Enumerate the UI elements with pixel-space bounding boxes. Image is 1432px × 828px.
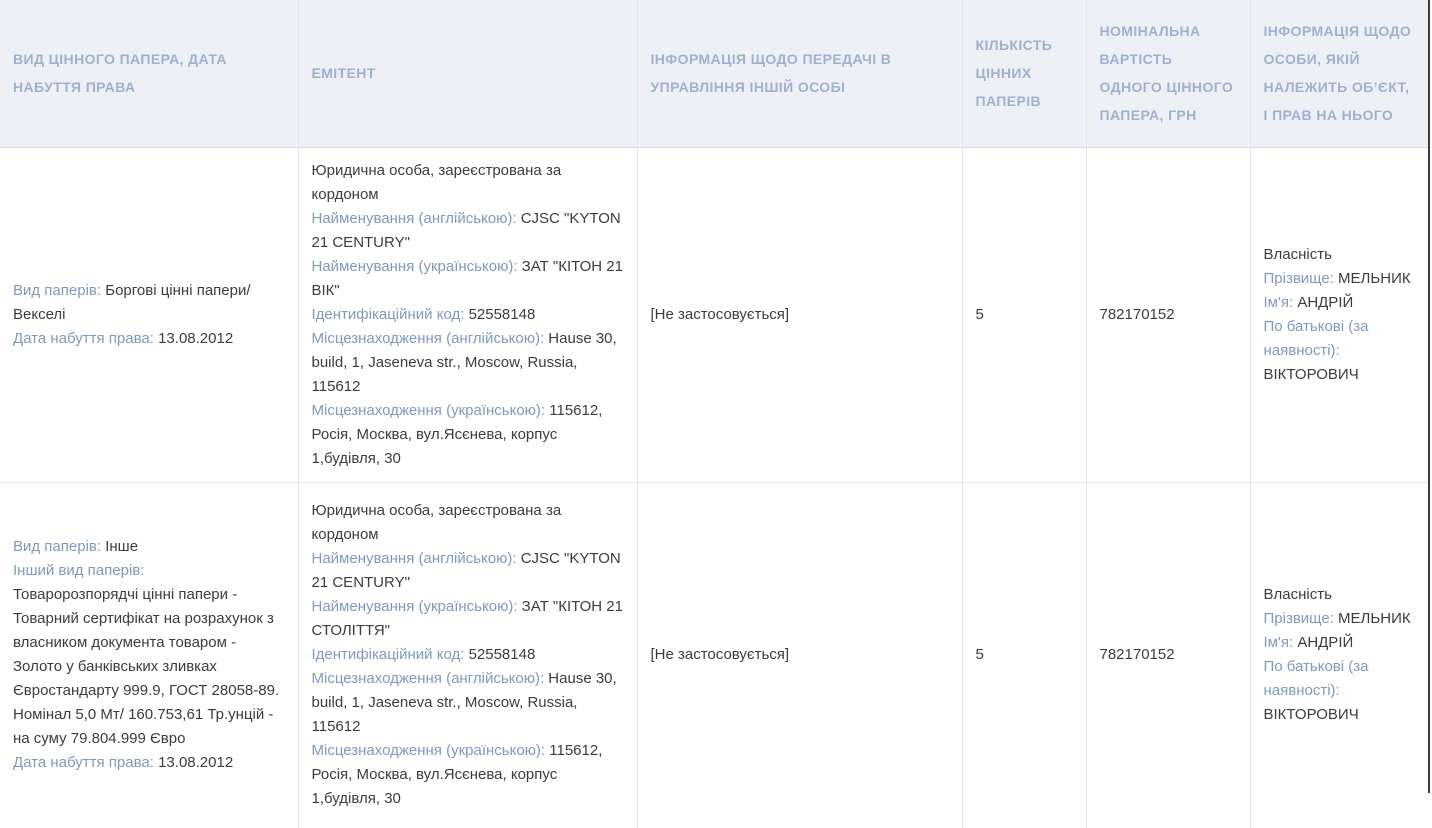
field-label: Місцезнаходження (українською): bbox=[311, 401, 546, 419]
cell-transfer bbox=[637, 147, 962, 482]
field-label: По батькові (за наявності): bbox=[1263, 317, 1369, 359]
field-value: ЗАТ "КІТОН 21 СТОЛІТТЯ" bbox=[311, 598, 623, 640]
cell-owner bbox=[1250, 482, 1428, 828]
field-other-kind-description bbox=[13, 583, 286, 751]
field-id-code bbox=[312, 303, 625, 327]
field-label: Ім'я: bbox=[1263, 293, 1294, 311]
field-value: АНДРІЙ bbox=[1297, 293, 1354, 311]
field-value: 52558148 bbox=[468, 646, 536, 664]
field-value: 52558148 bbox=[468, 305, 536, 323]
field-issuer-type bbox=[312, 499, 625, 547]
field-name-en bbox=[312, 207, 625, 255]
field-first-name bbox=[1264, 631, 1417, 655]
field-value: 115612, Росія, Москва, вул.Ясєнева, корпус 1,будівля, 30 bbox=[311, 742, 603, 808]
field-label: Прізвище: bbox=[1263, 269, 1334, 287]
col-header-issuer: ЕМІТЕНТ bbox=[298, 0, 637, 147]
table-row bbox=[0, 482, 1428, 828]
col-header-quantity: КІЛЬКІСТЬ ЦІННИХ ПАПЕРІВ bbox=[962, 0, 1086, 147]
col-header-security-type: ВИД ЦІННОГО ПАПЕРА, ДАТА НАБУТТЯ ПРАВА bbox=[0, 0, 298, 147]
nominal-value: 782170152 bbox=[1099, 646, 1175, 664]
field-name-en bbox=[312, 547, 625, 595]
col-header-nominal-value: НОМІНАЛЬНА ВАРТІСТЬ ОДНОГО ЦІННОГО ПАПЕРА, ГРН bbox=[1086, 0, 1250, 147]
field-security-kind bbox=[13, 279, 286, 327]
nominal-value: 782170152 bbox=[1099, 305, 1175, 323]
field-patronymic bbox=[1264, 315, 1417, 387]
cell-issuer bbox=[298, 482, 637, 828]
header-row bbox=[0, 0, 1428, 147]
field-value: АНДРІЙ bbox=[1297, 634, 1354, 652]
transfer-value: [Не застосовується] bbox=[650, 646, 790, 664]
field-acquisition-date bbox=[13, 327, 286, 351]
cell-transfer bbox=[637, 482, 962, 828]
field-location-ua bbox=[312, 739, 625, 811]
field-label: Ідентифікаційний код: bbox=[311, 646, 465, 664]
field-value: CJSC "KYTON 21 CENTURY" bbox=[311, 550, 621, 592]
field-other-kind-label bbox=[13, 559, 286, 583]
field-location-en bbox=[312, 327, 625, 399]
field-value: Боргові цінні папери/ Векселі bbox=[13, 281, 251, 323]
field-value: Власність bbox=[1263, 586, 1332, 604]
field-label: Найменування (англійською): bbox=[311, 550, 517, 568]
field-value: Інше bbox=[105, 538, 139, 556]
field-value: ВІКТОРОВИЧ bbox=[1263, 365, 1359, 383]
cell-nominal-value bbox=[1086, 147, 1250, 482]
cell-issuer bbox=[298, 147, 637, 482]
field-name-ua bbox=[312, 595, 625, 643]
field-label: Інший вид паперів: bbox=[13, 562, 145, 580]
field-value: МЕЛЬНИК bbox=[1338, 610, 1411, 628]
cell-owner bbox=[1250, 147, 1428, 482]
transfer-value: [Не застосовується] bbox=[650, 305, 790, 323]
field-value: ЗАТ "КІТОН 21 ВІК" bbox=[311, 257, 623, 299]
table-header bbox=[0, 0, 1428, 147]
field-value: Hause 30, build, 1, Jaseneva str., Moscow, Russia, 115612 bbox=[311, 670, 617, 736]
field-value: Власність bbox=[1263, 245, 1332, 263]
field-label: Місцезнаходження (українською): bbox=[311, 742, 546, 760]
field-label: Ідентифікаційний код: bbox=[311, 305, 465, 323]
field-value: Товаророзпорядчі цінні папери - Товарний сертифікат на розрахунок з власником документа товаром - Золото у банківських зливках Євростандарту 999.9, ГОСТ 28058-89. Номінал 5,0 Мт/ 160.753,61 Тр.унцій - на суму 79.804.999 Євро bbox=[13, 586, 280, 748]
field-value: Hause 30, build, 1, Jaseneva str., Moscow, Russia, 115612 bbox=[311, 329, 617, 395]
quantity-value: 5 bbox=[975, 305, 984, 323]
field-label: Прізвище: bbox=[1263, 610, 1334, 628]
field-label: Ім'я: bbox=[1263, 634, 1294, 652]
field-label: По батькові (за наявності): bbox=[1263, 658, 1369, 700]
field-location-en bbox=[312, 667, 625, 739]
field-label: Вид паперів: bbox=[13, 538, 102, 556]
field-surname bbox=[1264, 267, 1417, 291]
field-issuer-type bbox=[312, 159, 625, 207]
field-value: Юридична особа, зареєстрована за кордоном bbox=[311, 161, 562, 203]
field-value: Юридична особа, зареєстрована за кордоном bbox=[311, 502, 562, 544]
cell-nominal-value bbox=[1086, 482, 1250, 828]
field-label: Вид паперів: bbox=[13, 281, 102, 299]
field-value: 13.08.2012 bbox=[158, 329, 234, 347]
field-ownership-type bbox=[1264, 243, 1417, 267]
field-security-kind bbox=[13, 535, 286, 559]
cell-security-type bbox=[0, 147, 298, 482]
field-acquisition-date bbox=[13, 751, 286, 775]
cell-security-type bbox=[0, 482, 298, 828]
field-ownership-type bbox=[1264, 583, 1417, 607]
field-value: 13.08.2012 bbox=[158, 754, 234, 772]
col-header-transfer: ІНФОРМАЦІЯ ЩОДО ПЕРЕДАЧІ В УПРАВЛІННЯ ІНШІЙ ОСОБІ bbox=[637, 0, 962, 147]
table-row bbox=[0, 147, 1428, 482]
field-label: Найменування (українською): bbox=[311, 257, 518, 275]
field-value: МЕЛЬНИК bbox=[1338, 269, 1411, 287]
field-name-ua bbox=[312, 255, 625, 303]
field-label: Найменування (українською): bbox=[311, 598, 518, 616]
cell-quantity bbox=[962, 147, 1086, 482]
field-first-name bbox=[1264, 291, 1417, 315]
field-label: Найменування (англійською): bbox=[311, 209, 517, 227]
field-surname bbox=[1264, 607, 1417, 631]
field-value: 115612, Росія, Москва, вул.Ясєнева, корпус 1,будівля, 30 bbox=[311, 401, 603, 467]
window-right-edge bbox=[1428, 0, 1430, 793]
col-header-owner: ІНФОРМАЦІЯ ЩОДО ОСОБИ, ЯКІЙ НАЛЕЖИТЬ ОБ’ЄКТ, І ПРАВ НА НЬОГО bbox=[1250, 0, 1428, 147]
field-label: Дата набуття права: bbox=[13, 754, 154, 772]
field-label: Місцезнаходження (англійською): bbox=[311, 329, 545, 347]
field-label: Місцезнаходження (англійською): bbox=[311, 670, 545, 688]
field-id-code bbox=[312, 643, 625, 667]
field-patronymic bbox=[1264, 655, 1417, 727]
quantity-value: 5 bbox=[975, 646, 984, 664]
field-value: CJSC "KYTON 21 CENTURY" bbox=[311, 209, 621, 251]
field-location-ua bbox=[312, 399, 625, 471]
field-label: Дата набуття права: bbox=[13, 329, 154, 347]
cell-quantity bbox=[962, 482, 1086, 828]
field-value: ВІКТОРОВИЧ bbox=[1263, 706, 1359, 724]
